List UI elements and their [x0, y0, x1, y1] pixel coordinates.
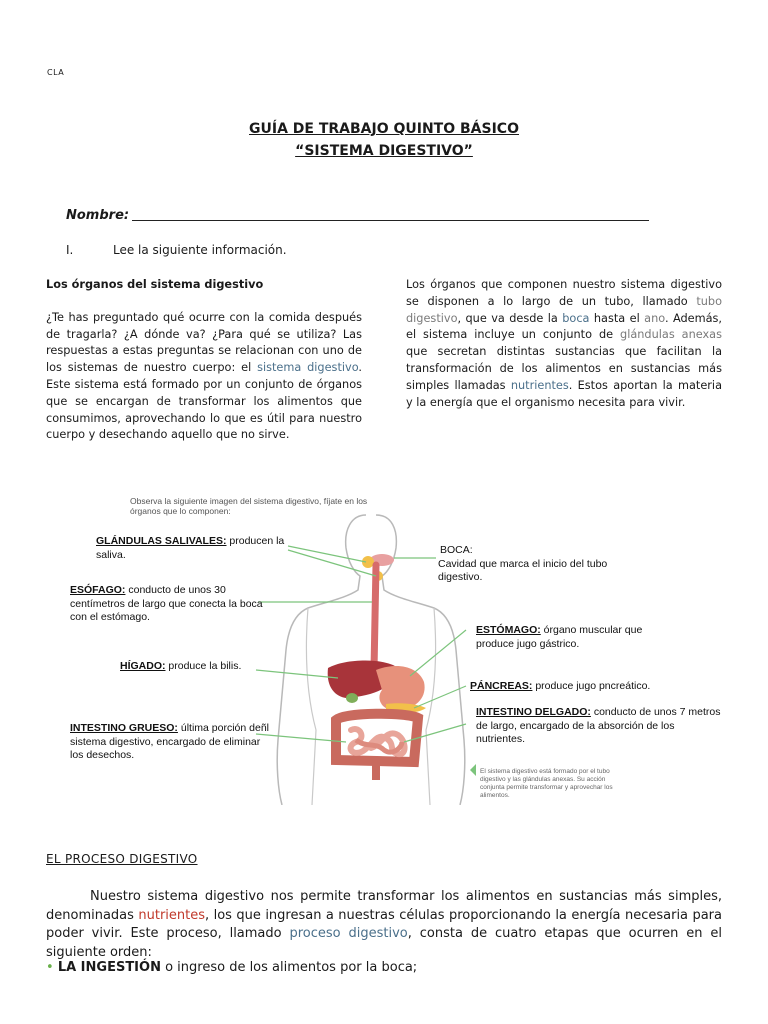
name-field[interactable]	[132, 220, 649, 221]
keyword-glandulas-anexas: glándulas anexas	[620, 328, 722, 342]
section-heading-proceso: EL PROCESO DIGESTIVO	[46, 852, 198, 866]
label-glandulas-salivales: GLÁNDULAS SALIVALES: producen la saliva.	[96, 535, 285, 561]
label-intestino-grueso: INTESTINO GRUESO: última porción deñl sistema digestivo, encargado de eliminar los desechos.	[70, 722, 269, 761]
label-intestino-delgado: INTESTINO DELGADO: conducto de unos 7 metros de largo, encargado de la absorción de los nutrientes.	[476, 706, 721, 745]
keyword-sistema-digestivo: sistema digestivo	[257, 361, 359, 375]
label-higado: HÍGADO: produce la bilis.	[120, 660, 242, 672]
left-column	[46, 277, 362, 444]
right-paragraph: Los órganos que componen nuestro sistema digestivo se disponen a lo largo de un tubo, llamado tubo digestivo, que va desde la boca hasta el ano. Además, el sistema incluye un conjunto de glándulas anexas que secretan distintas sustancias que facilitan la transformación de los alimentos en sustancias más simples llamadas nutrientes. Estos aportan la materia y la energía que el organismo necesita para vivir.	[406, 278, 723, 409]
keyword-ano: ano	[644, 311, 665, 325]
list-item-ingestion: • LA INGESTIÓN o ingreso de los alimentos por la boca;	[46, 960, 418, 975]
label-estomago: ESTÓMAGO: órgano muscular que produce jugo gástrico.	[476, 624, 643, 650]
keyword-boca: boca	[562, 311, 590, 325]
proceso-paragraph: Nuestro sistema digestivo nos permite transformar los alimentos en sustancias más simples, denominadas nutrientes, los que ingresan a nuestras células proporcionando la energía necesaria para poder vivir. Este proceso, llamado proceso digestivo, consta de cuatro etapas que ocurren en el siguiente orden:	[46, 889, 722, 960]
label-boca: BOCA: Cavidad que marca el inicio del tubo digestivo.	[438, 544, 608, 583]
page-title: GUÍA DE TRABAJO QUINTO BÁSICO	[249, 121, 519, 137]
instruction-number: I.	[66, 243, 74, 257]
figure-footnote: El sistema digestivo está formado por el tubo digestivo y las glándulas anexas. Su acción conjunta permite transformar y aprovechar los alimentos.	[480, 768, 613, 799]
keyword-nutrientes-red: nutrientes	[138, 907, 206, 923]
page-subtitle: “SISTEMA DIGESTIVO”	[295, 143, 473, 159]
instruction-text: Lee la siguiente información.	[113, 243, 287, 257]
keyword-tubo-digestivo: tubo digestivo	[406, 294, 722, 325]
figure-intro: Observa la siguiente imagen del sistema digestivo, fíjate en los órganos que lo componen:	[130, 496, 368, 516]
left-paragraph: ¿Te has preguntado qué ocurre con la comida después de tragarla? ¿A dónde va? ¿Para qué se utiliza? Las respuestas a estas preguntas se relacionan con uno de los sistemas de nuestro cuerpo: el sistema digestivo. Este sistema está formado por un conjunto de órganos que se encargan de transformar los alimentos que consumimos, aprovechando lo que es útil para nuestro cuerpo y desechando aquello que no sirve.	[46, 310, 362, 442]
header-code: CLA	[47, 68, 65, 77]
bullet-icon: •	[46, 960, 54, 975]
keyword-nutrientes: nutrientes	[510, 378, 569, 392]
digestive-system-figure	[46, 490, 726, 805]
keyword-proceso-digestivo: proceso digestivo	[289, 926, 408, 941]
name-label: Nombre:	[66, 208, 130, 223]
right-column	[406, 277, 722, 411]
label-pancreas: PÁNCREAS: produce jugo pncreático.	[470, 680, 651, 692]
label-esofago: ESÓFAGO: conducto de unos 30 centímetros de largo que conecta la boca con el estómago.	[70, 584, 263, 623]
section-heading-organos: Los órganos del sistema digestivo	[46, 278, 264, 291]
